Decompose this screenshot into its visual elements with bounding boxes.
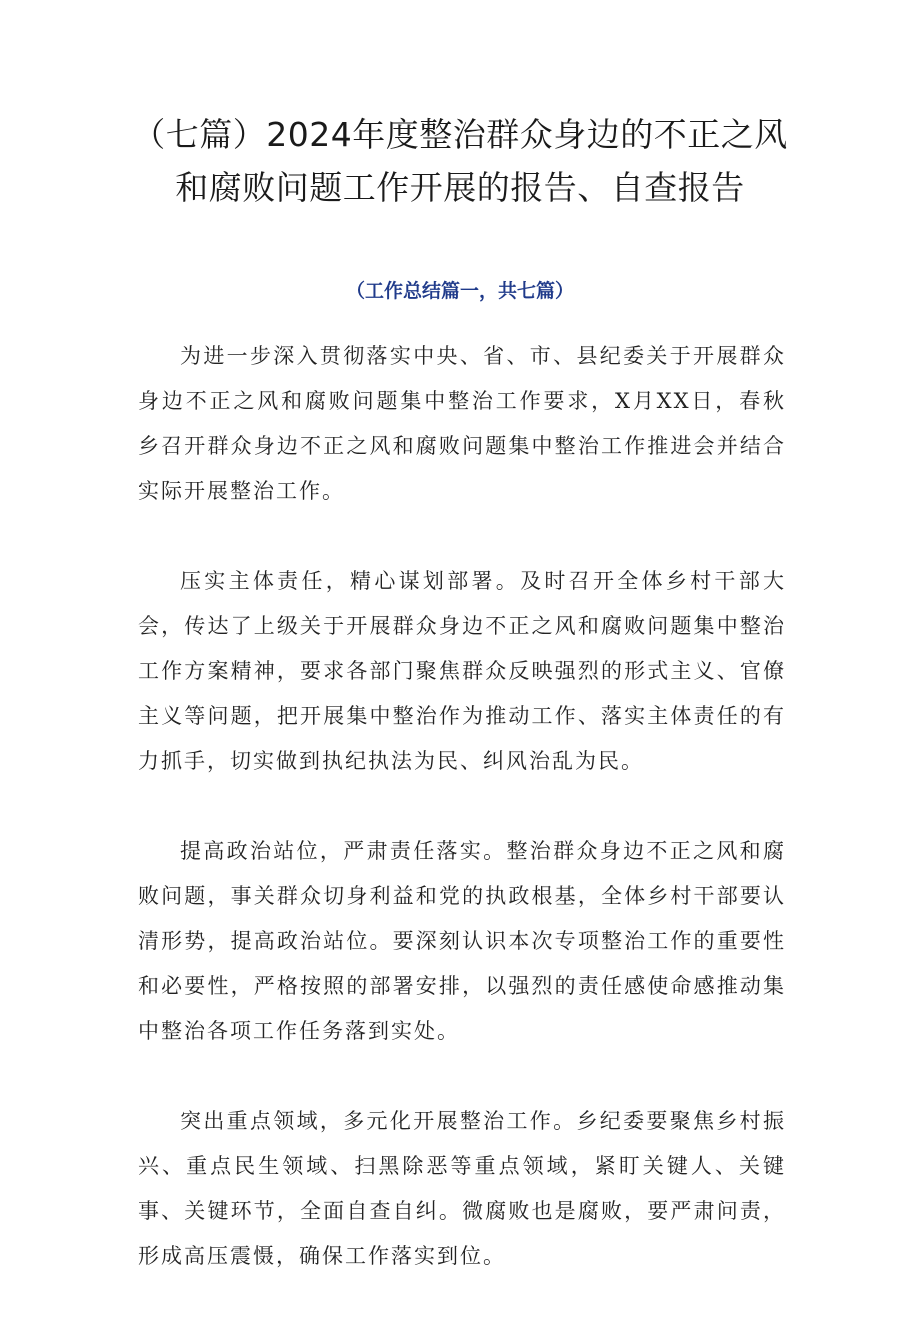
document-title: （七篇）2024年度整治群众身边的不正之风和腐败问题工作开展的报告、自查报告 xyxy=(132,115,788,207)
paragraph-key-areas: 突出重点领域，多元化开展整治工作。乡纪委要聚焦乡村振兴、重点民生领域、扫黑除恶等重点领域，紧盯关键人、关键事、关键环节，全面自查自纠。微腐败也是腐败，要严肃问责，形成高压震慑，确保工作落实到位。 xyxy=(138,1109,786,1268)
paragraph-responsibility: 压实主体责任，精心谋划部署。及时召开全体乡村干部大会，传达了上级关于开展群众身边不正之风和腐败问题集中整治工作方案精神，要求各部门聚焦群众反映强烈的形式主义、官僚主义等问题，把开展集中整治作为推动工作、落实主体责任的有力抓手，切实做到执纪执法为民、纠风治乱为民。 xyxy=(138,569,786,773)
document-subtitle: （工作总结篇一，共七篇） xyxy=(345,280,574,302)
paragraph-political-stance: 提高政治站位，严肃责任落实。整治群众身边不正之风和腐败问题，事关群众切身利益和党的执政根基，全体乡村干部要认清形势，提高政治站位。要深刻认识本次专项整治工作的重要性和必要性，严格按照的部署安排，以强烈的责任感使命感推动集中整治各项工作任务落到实处。 xyxy=(138,839,786,1043)
paragraph-intro: 为进一步深入贯彻落实中央、省、市、县纪委关于开展群众身边不正之风和腐败问题集中整治工作要求，X月XX日，春秋乡召开群众身边不正之风和腐败问题集中整治工作推进会并结合实际开展整治工作。 xyxy=(138,344,786,503)
document-body xyxy=(138,334,786,1324)
